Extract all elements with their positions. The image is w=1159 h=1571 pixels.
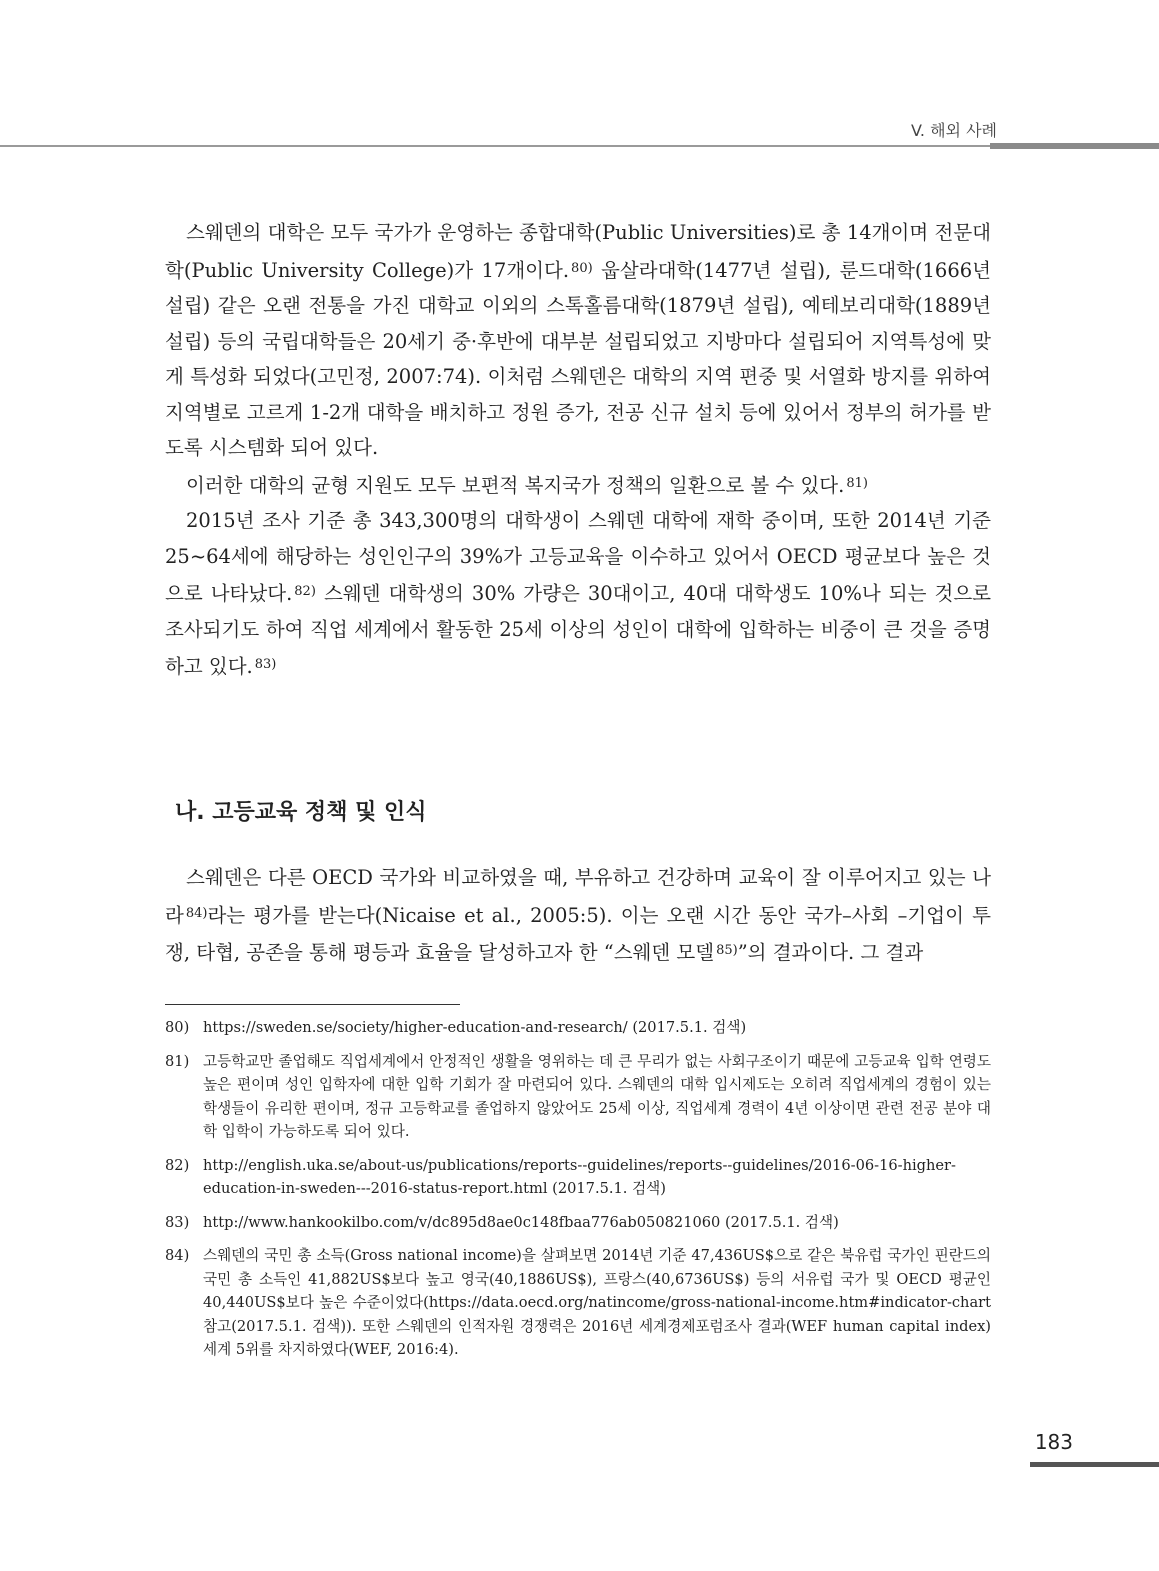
paragraph-text: 이러한 대학의 균형 지원도 모두 보편적 복지국가 정책의 일환으로 볼 수 있다.: [186, 473, 845, 497]
footnotes: [165, 1016, 991, 1372]
footnote-number: 83): [165, 1213, 190, 1231]
footnote-ref-84[interactable]: 84): [185, 905, 208, 921]
footnote-text: https://sweden.se/society/higher-education-and-research/ (2017.5.1. 검색): [203, 1019, 747, 1036]
footnote-number: 80): [165, 1019, 190, 1036]
footnote-ref-81[interactable]: 81): [846, 475, 868, 491]
paragraph-text: 라는 평가를 받는다(Nicaise et al., 2005:5). 이는 오랜 시간 동안 국가–사회 –기업이 투쟁, 타협, 공존을 통해 평등과 효율을 달성하고자 한 “스웨덴 모델: [165, 903, 991, 964]
chapter-header-title: V. 해외 사례: [911, 121, 997, 140]
footnote-item: [165, 1154, 991, 1201]
section-heading: 나. 고등교육 정책 및 인식: [175, 800, 427, 825]
footnote-separator: [165, 1004, 460, 1005]
paragraph-text: 스웨덴의 대학은 모두 국가가 운영하는 종합대학(Public Universities)로 총 14개이며 전문대학(Public University College)가 17개이다.: [165, 221, 991, 282]
footnote-ref-80[interactable]: 80): [571, 260, 593, 276]
paragraph-text: 2015년 조사 기준 총 343,300명의 대학생이 스웨덴 대학에 재학 중이며, 또한 2014년 기준 25~64세에 해당하는 성인인구의 39%가 고등교육을 이수하고 있어서 OECD 평균보다 높은 것으로 나타났다.: [165, 509, 992, 605]
footnote-number: 81): [165, 1052, 190, 1070]
paragraph-text: 웁살라대학(1477년 설립), 룬드대학(1666년 설립) 같은 오랜 전통을 가진 대학교 이외의 스톡홀름대학(1879년 설립), 예테보리대학(1889년 설립) 등의 국립대학들은 20세기 중·후반에 대부분 설립되었고 지방마다 설립되어 지역특성에 맞게 특성화 되었다(고민정, 2007:74). 이처럼 스웨덴은 대학의 지역 편중 및 서열화 방지를 위하여 지역별로 고르게 1-2개 대학을 배치하고 정원 증가, 전공 신규 설치 등에 있어서 정부의 허가를 받도록 시스템화 되어 있다.: [165, 258, 991, 459]
paragraph-swedish-model: [165, 860, 991, 971]
footer-bar: [1030, 1462, 1159, 1467]
footnote-item: [165, 1211, 991, 1235]
footnote-item: [165, 1244, 991, 1362]
paragraph-students: [165, 503, 991, 685]
footnote-text: http://www.hankookilbo.com/v/dc895d8ae0c148fbaa776ab050821060 (2017.5.1. 검색): [203, 1213, 839, 1231]
footnote-ref-82[interactable]: 82): [294, 584, 316, 599]
paragraph-text: 스웨덴 대학생의 30% 가량은 30대이고, 40대 대학생도 10%나 되는 것으로 조사되기도 하여 직업 세계에서 활동한 25세 이상의 성인이 대학에 입학하는 비중이 큰 것을 증명하고 있다.: [165, 582, 991, 678]
paragraph-text: ”의 결과이다. 그 결과: [737, 941, 924, 964]
paragraph-universities: [165, 215, 991, 466]
paragraph-balance-support: [165, 466, 991, 504]
footnote-number: 84): [165, 1247, 190, 1264]
header-rule-accent: [990, 143, 1159, 149]
footnote-text: http://english.uka.se/about-us/publications/reports--guidelines/reports--guidelines/2016-06-16-higher-education-in-sweden---2016-status-report.html (2017.5.1. 검색): [203, 1156, 956, 1197]
main-body-text: [165, 215, 991, 685]
header-rule: [0, 145, 990, 147]
footnote-text: 스웨덴의 국민 총 소득(Gross national income)을 살펴보면 2014년 기준 47,436US$으로 같은 북유럽 국가인 핀란드의 국민 총 소득인 41,882US$보다 높고 영국(40,1886US$), 프랑스(40,6736US$) 등의 서유럽 국가 및 OECD 평균인 40,440US$보다 높은 수준이었다(https://data.oecd.org/natincome/gross-national-income.htm#indicator-chart 참고(2017.5.1. 검색)). 또한 스웨덴의 인적자원 경쟁력은 2016년 세계경제포럼조사 결과(WEF human capital index) 세계 5위를 차지하였다(WEF, 2016:4).: [203, 1247, 991, 1358]
footnote-ref-83[interactable]: 83): [254, 657, 277, 672]
footnote-item: [165, 1016, 991, 1040]
footnote-item: [165, 1050, 991, 1144]
footnote-ref-85[interactable]: 85): [716, 943, 738, 958]
footnote-number: 82): [165, 1156, 190, 1174]
footnote-text: 고등학교만 졸업해도 직업세계에서 안정적인 생활을 영위하는 데 큰 무리가 없는 사회구조이기 때문에 고등교육 입학 연령도 높은 편이며 성인 입학자에 대한 입학 기회가 잘 마련되어 있다. 스웨덴의 대학 입시제도는 오히려 직업세계의 경험이 있는 학생들이 유리한 편이며, 정규 고등학교를 졸업하지 않았어도 25세 이상, 직업세계 경력이 4년 이상이면 관련 전공 분야 대학 입학이 가능하도록 되어 있다.: [203, 1052, 991, 1140]
paragraph-text: 스웨덴은 다른 OECD 국가와 비교하였을 때, 부유하고 건강하며 교육이 잘 이루어지고 있는 나라: [165, 866, 991, 927]
section-body-text: [165, 860, 991, 971]
page-number: 183: [1034, 1430, 1073, 1454]
